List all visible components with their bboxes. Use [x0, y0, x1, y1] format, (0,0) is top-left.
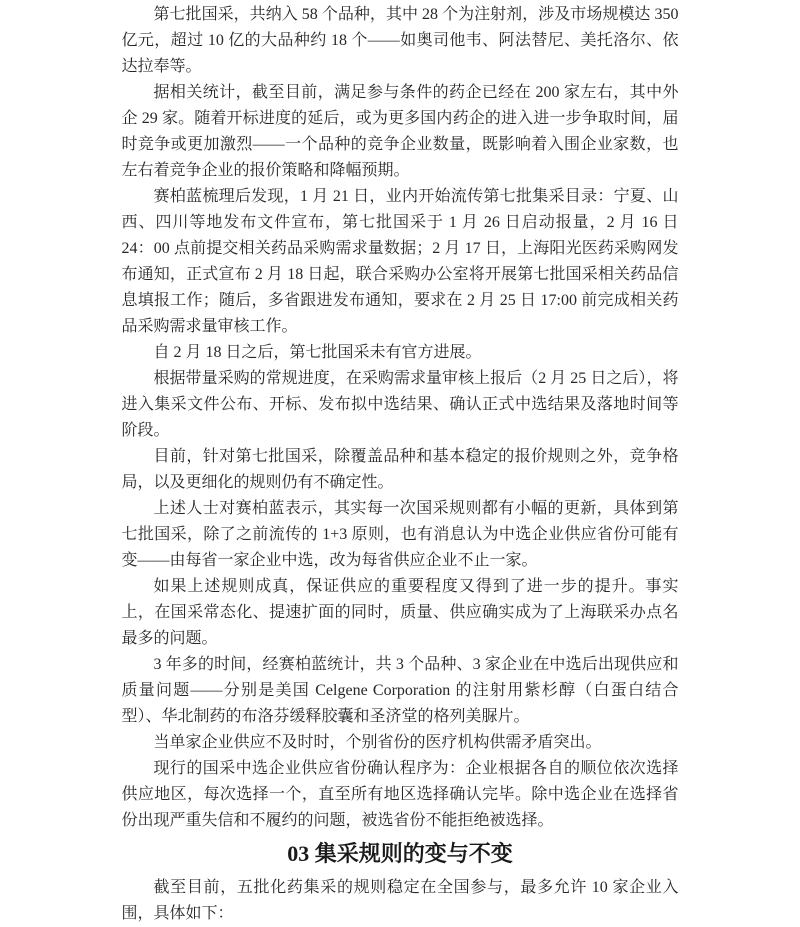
paragraph: 赛柏蓝梳理后发现，1 月 21 日，业内开始流传第七批集采目录：宁夏、山西、四川等地发布文件宣布，第七批国采于 1 月 26 日启动报量，2 月 16 日 24：00 点前提交相关药品采购需求量数据；2 月 17 日，上海阳光医药采购网发布通知，正式宣布 2 月 18 日起，联合采购办公室将开展第七批国采相关药品信息填报工作；随后，多省跟进发布通知，要求在 2 月 25 日 17:00 前完成相关药品采购需求量审核工作。 — [121, 188, 679, 335]
paragraph: 当单家企业供应不及时时，个别省份的医疗机构供需矛盾突出。 — [153, 734, 602, 751]
paragraph: 第七批国采，共纳入 58 个品种，其中 28 个为注射剂，涉及市场规模达 350 亿元，超过 10 亿的大品种约 18 个——如奥司他韦、阿法替尼、美托洛尔、依达拉奉等。 — [121, 6, 679, 75]
paragraph: 3 年多的时间，经赛柏蓝统计，共 3 个品种、3 家企业在中选后出现供应和质量问题——分别是美国 Celgene Corporation 的注射用紫杉醇（白蛋白结合型）、华北制药的布洛芬缓释胶囊和圣济堂的格列美脲片。 — [121, 656, 679, 725]
paragraph: 目前，针对第七批国采，除覆盖品种和基本稳定的报价规则之外，竞争格局，以及更细化的规则仍有不确定性。 — [121, 448, 679, 491]
paragraph: 如果上述规则成真，保证供应的重要程度又得到了进一步的提升。事实上，在国采常态化、提速扩面的同时，质量、供应确实成为了上海联采办点名最多的问题。 — [121, 578, 679, 647]
document-page — [122, 0, 679, 927]
paragraph: 根据带量采购的常规进度，在采购需求量审核上报后（2 月 25 日之后），将进入集采文件公布、开标、发布拟中选结果、确认正式中选结果及落地时间等阶段。 — [121, 370, 679, 439]
paragraph: 现行的国采中选企业供应省份确认程序为：企业根据各自的顺位依次选择供应地区，每次选择一个，直至所有地区选择确认完毕。除中选企业在选择省份出现严重失信和不履约的问题，被选省份不能拒绝被选择。 — [121, 760, 679, 829]
paragraph: 据相关统计，截至目前，满足参与条件的药企已经在 200 家左右，其中外企 29 家。随着开标进度的延后，或为更多国内药企的进入进一步争取时间，届时竞争或更加激烈——一个品种的竞争企业数量，既影响着入围企业家数，也左右着竞争企业的报价策略和降幅预期。 — [121, 84, 679, 179]
paragraph: 上述人士对赛柏蓝表示，其实每一次国采规则都有小幅的更新，具体到第七批国采，除了之前流传的 1+3 原则，也有消息认为中选企业供应省份可能有变——由每省一家企业中选，改为每省供应企业不止一家。 — [121, 500, 679, 569]
paragraph: 自 2 月 18 日之后，第七批国采未有官方进展。 — [153, 344, 482, 361]
section-heading: 03 集采规则的变与不变 — [287, 841, 513, 866]
paragraph: 截至目前，五批化药集采的规则稳定在全国参与，最多允许 10 家企业入围，具体如下： — [121, 879, 679, 922]
